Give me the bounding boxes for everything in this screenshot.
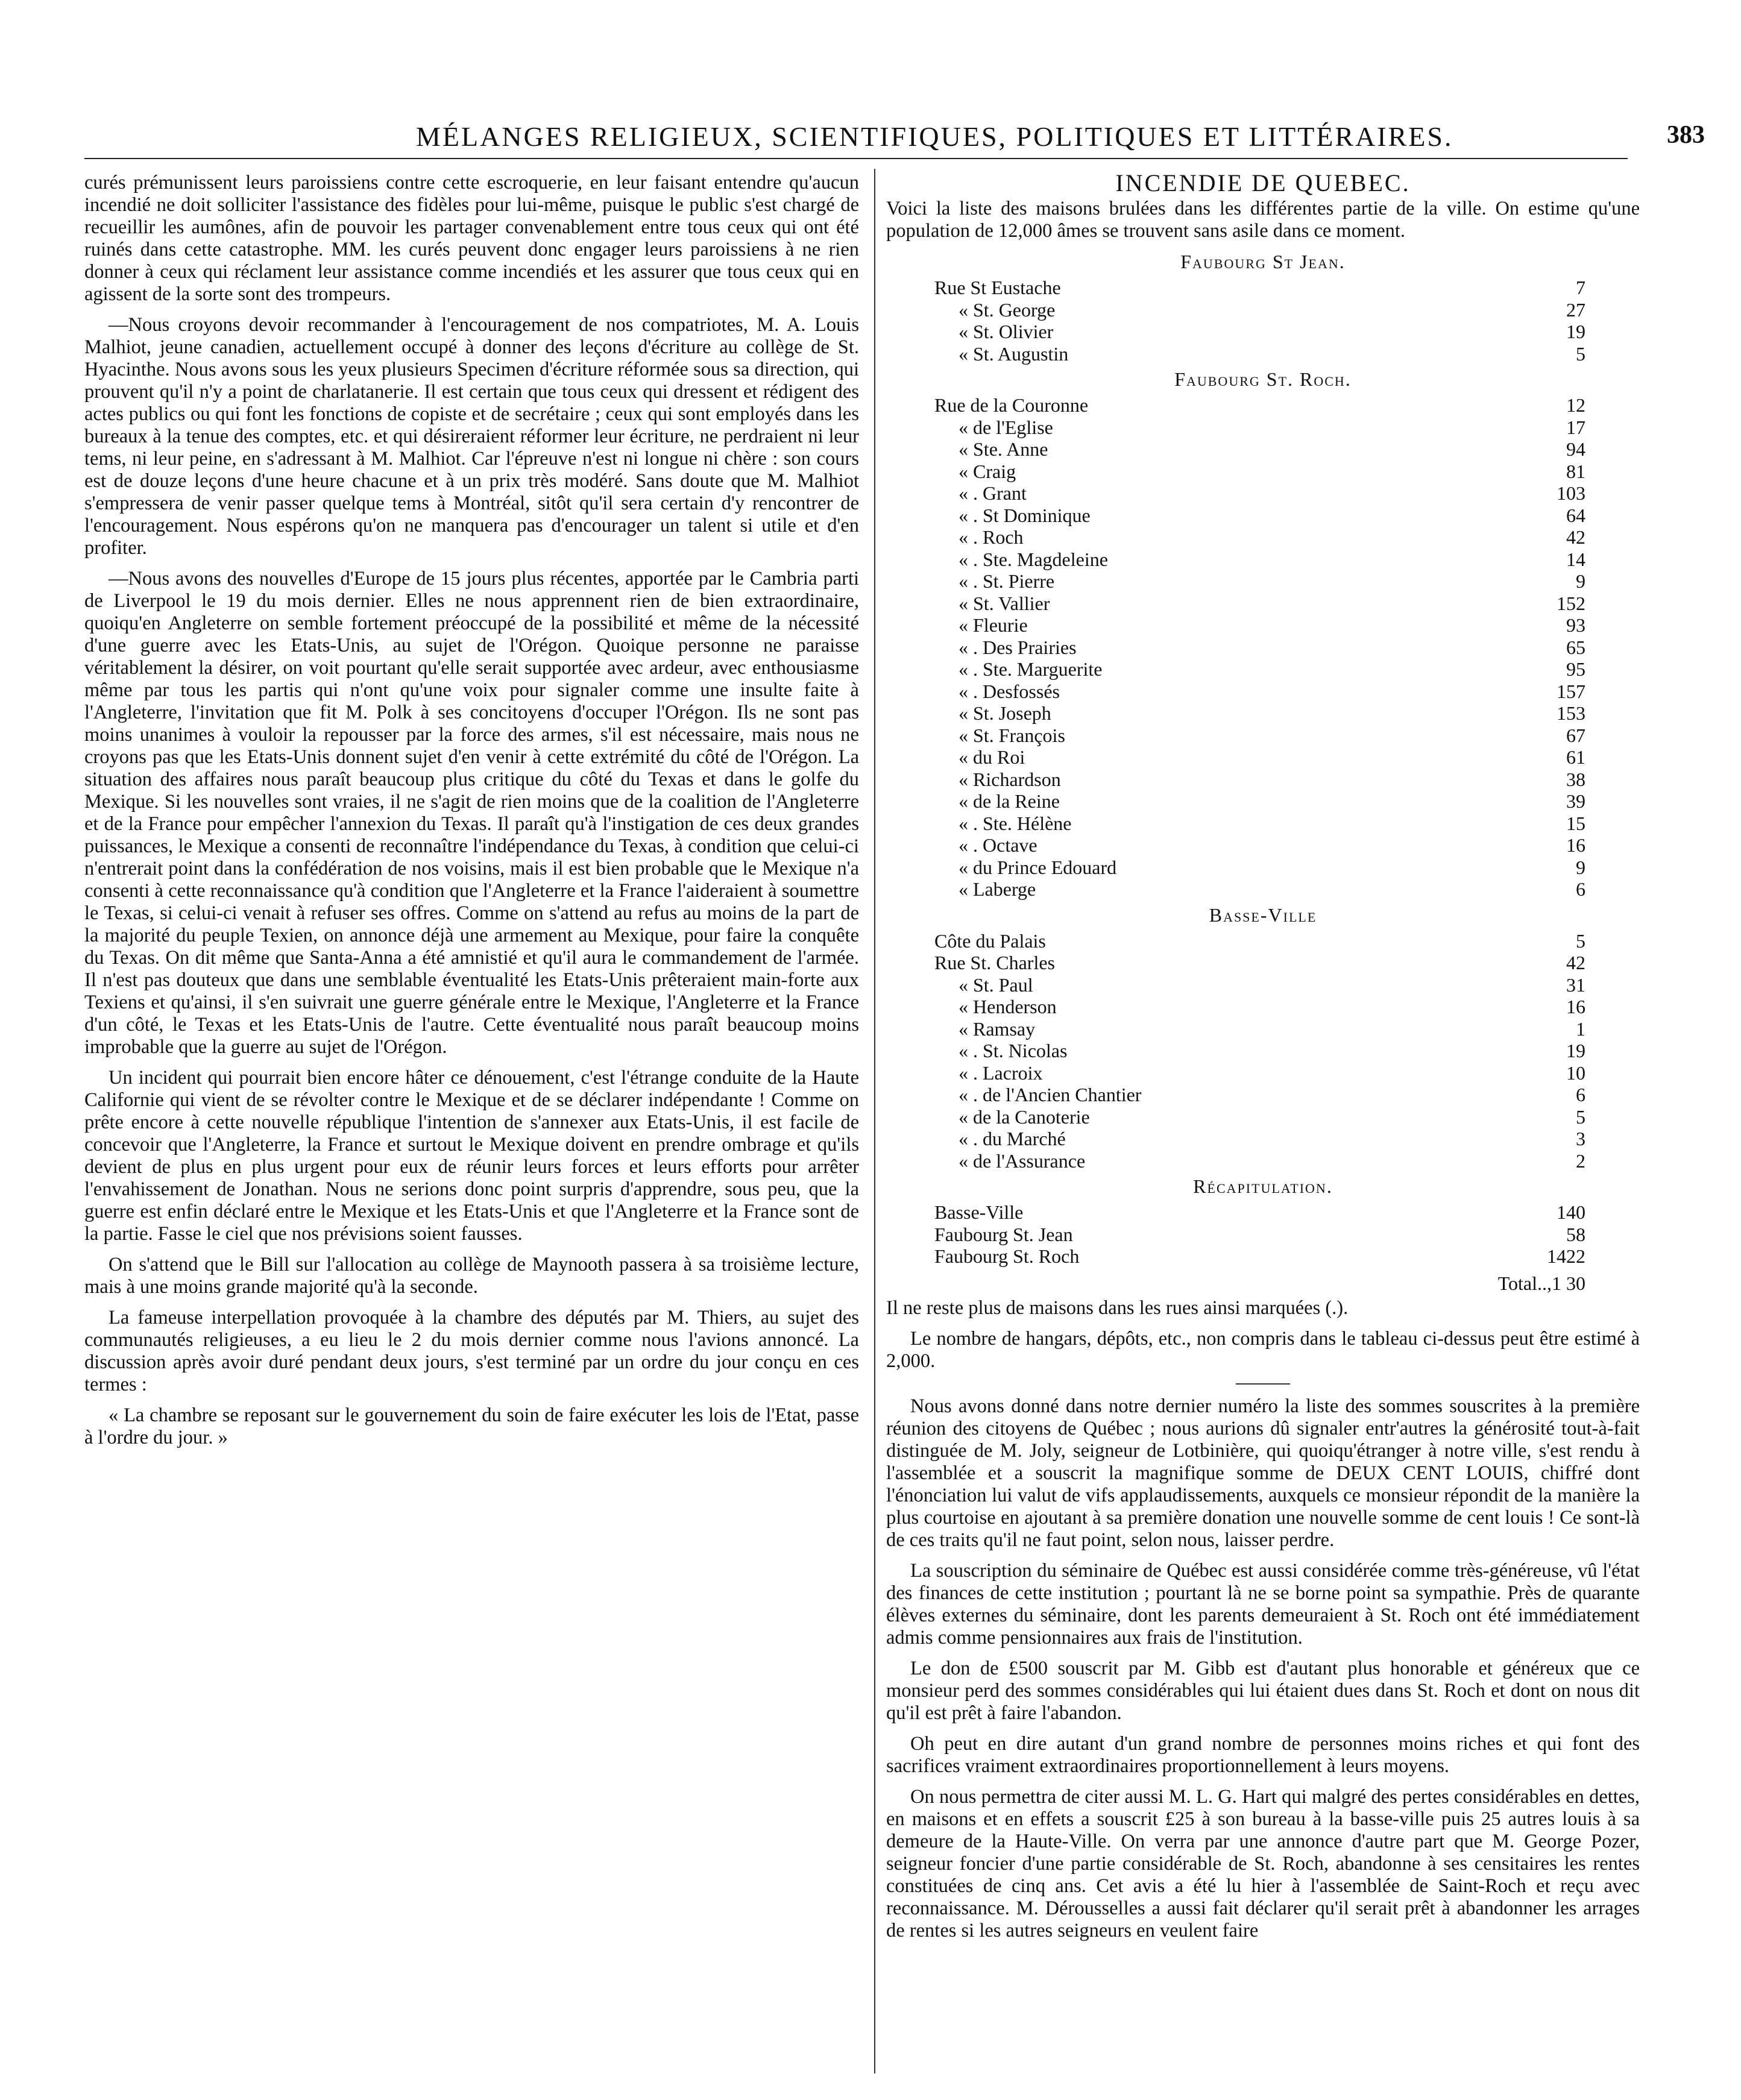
house-count: 65 — [1566, 636, 1585, 658]
house-count: 2 — [1576, 1149, 1585, 1172]
house-count: 15 — [1566, 812, 1585, 834]
table-st-roch — [886, 394, 1640, 901]
table-row — [886, 343, 1640, 365]
house-count: 3 — [1576, 1128, 1585, 1149]
house-count: 1 — [1576, 1017, 1585, 1040]
street-name: « St. Joseph — [959, 702, 1051, 724]
street-name: « Fleurie — [959, 614, 1028, 636]
house-count: 14 — [1566, 548, 1585, 570]
table-row — [886, 878, 1640, 901]
street-name: Côte du Palais — [934, 929, 1046, 952]
street-name: « Ste. Anne — [959, 438, 1048, 460]
street-name: Rue de la Couronne — [934, 394, 1089, 416]
street-name: Faubourg St. Roch — [934, 1245, 1080, 1267]
paragraph-interpellation: La fameuse interpellation provoquée à la chambre des députés par M. Thiers, au sujet des communautés religieuses, a eu lieu le 2 du mois dernier comme nous l'avions annoncé. La discussion après avoir duré pendant deux jours, s'est terminé par un ordre du jour conçu en ces termes : — [84, 1307, 859, 1395]
right-column — [886, 169, 1640, 1951]
column-divider — [874, 169, 875, 2073]
table-row — [886, 321, 1640, 343]
house-count: 42 — [1566, 526, 1585, 548]
table-heading-basse-ville: Basse-Ville — [1209, 904, 1317, 926]
table-row — [886, 857, 1640, 879]
table-row — [886, 1106, 1640, 1128]
paragraph-gibb: Le don de £500 souscrit par M. Gibb est d'autant plus honorable et généreux que ce monsieur perd des sommes considérables qui lui étaient dues dans St. Roch et dont on nous dit qu'il est prêt à faire l'abandon. — [886, 1657, 1640, 1724]
house-count: 10 — [1566, 1061, 1585, 1084]
house-count: 95 — [1566, 658, 1585, 680]
table-row — [886, 813, 1640, 835]
table-row — [886, 1018, 1640, 1040]
table-row — [886, 482, 1640, 505]
house-count: 58 — [1566, 1223, 1585, 1245]
street-name: « . Octave — [959, 834, 1037, 856]
house-count: 94 — [1566, 438, 1585, 460]
table-row — [886, 1224, 1640, 1246]
street-name: « . St. Pierre — [959, 570, 1055, 592]
street-name: « . Roch — [959, 526, 1024, 548]
table-row — [886, 1062, 1640, 1084]
table-row — [886, 570, 1640, 593]
table-row — [886, 593, 1640, 615]
table-row — [886, 746, 1640, 769]
table-row — [886, 1084, 1640, 1106]
street-name: « du Roi — [959, 746, 1025, 768]
street-name: Basse-Ville — [934, 1201, 1024, 1223]
running-title: MÉLANGES RELIGIEUX, SCIENTIFIQUES, POLITIQUES ET LITTÉRAIRES. — [416, 121, 1453, 152]
table-row — [886, 952, 1640, 974]
street-name: « . St Dominique — [959, 504, 1091, 526]
table-heading-recapitulation: Récapitulation. — [1193, 1175, 1333, 1197]
street-name: « Craig — [959, 460, 1016, 482]
street-name: « St. Olivier — [959, 321, 1054, 342]
street-name: « de la Reine — [959, 790, 1060, 812]
house-count: 12 — [1566, 394, 1585, 416]
note-marked-streets: Il ne reste plus de maisons dans les rues ainsi marquées (.). — [886, 1297, 1349, 1319]
street-name: « Laberge — [959, 878, 1036, 900]
street-name: « . de l'Ancien Chantier — [959, 1084, 1142, 1105]
table-row — [886, 461, 1640, 483]
street-name: « . Desfossés — [959, 680, 1060, 702]
note-hangars: Le nombre de hangars, dépôts, etc., non compris dans le tableau ci-dessus peut être estimé à 2,000. — [886, 1327, 1640, 1372]
table-row — [886, 505, 1640, 527]
house-count: 9 — [1576, 856, 1585, 878]
street-name: « St. Augustin — [959, 342, 1069, 365]
paragraph-cures: curés prémunissent leurs paroissiens contre cette escroquerie, en leur faisant entendre qu'aucun incendié ne doit solliciter l'assistance des fidèles pour lui-même, puisque le public s'est chargé de recueillir les aumônes, afin de pouvoir les partager convenablement entre tous ceux qui ont été ruinés dans cette catastrophe. MM. les curés peuvent donc engager leurs paroissiens à ne rien donner à ceux qui réclament leur assistance comme incendiés et les assurer que tous ceux qui en agissent de la sorte sont des trompeurs. — [84, 172, 859, 305]
street-name: « Ramsay — [959, 1017, 1036, 1040]
house-count: 7 — [1576, 277, 1585, 298]
table-row — [886, 549, 1640, 571]
street-name: « du Prince Edouard — [959, 856, 1117, 878]
house-count: 42 — [1566, 952, 1585, 973]
table-row — [886, 1245, 1640, 1268]
house-count: 153 — [1557, 702, 1585, 724]
house-count: 5 — [1576, 342, 1585, 365]
table-row — [886, 1040, 1640, 1062]
table-row — [886, 394, 1640, 417]
table-basse-ville — [886, 930, 1640, 1172]
table-heading-st-roch: Faubourg St. Roch. — [1174, 368, 1352, 390]
street-name: Faubourg St. Jean — [934, 1223, 1073, 1245]
paragraph-maynooth: On s'attend que le Bill sur l'allocation au collège de Maynooth passera à sa troisième lecture, mais à une moins grande majorité qu'à la seconde. — [84, 1254, 859, 1298]
street-name: « Richardson — [959, 768, 1061, 790]
street-name: « . Ste. Magdeleine — [959, 548, 1108, 570]
street-name: « Henderson — [959, 996, 1057, 1017]
street-name: « . Des Prairies — [959, 636, 1077, 658]
house-count: 64 — [1566, 504, 1585, 526]
house-count: 39 — [1566, 790, 1585, 812]
table-row — [886, 614, 1640, 637]
table-row — [886, 790, 1640, 813]
table-heading-st-jean: Faubourg St Jean. — [1180, 251, 1346, 272]
house-count: 103 — [1557, 482, 1585, 504]
header-rule — [84, 158, 1628, 159]
paragraph-quote: « La chambre se reposant sur le gouvernement du soin de faire exécuter les lois de l'Etat, passe à l'ordre du jour. » — [84, 1404, 859, 1448]
house-count: 17 — [1566, 416, 1585, 438]
street-name: « . Ste. Marguerite — [959, 658, 1103, 680]
table-row — [886, 658, 1640, 681]
paragraph-seminaire: La souscription du séminaire de Québec est aussi considérée comme très-généreuse, vû l'état des finances de cette institution ; pourtant là ne se borne point sa sympathie. Près de quarante élèves externes du séminaire, dont les parents demeuraient à St. Roch ont été immédiatement admis comme pensionnaires aux frais de l'institution. — [886, 1559, 1640, 1649]
house-count: 152 — [1557, 592, 1585, 614]
table-row — [886, 996, 1640, 1018]
paragraph-californie: Un incident qui pourrait bien encore hâter ce dénouement, c'est l'étrange conduite de la Haute Californie qui vient de se révolter contre le Mexique et de se déclarer indépendante ! Comme on prête encore à cette nouvelle république l'intention de s'annexer aux Etats-Unis, il est facile de concevoir que l'Angleterre, la France et surtout le Mexique doivent en prendre ombrage et qu'ils devient de plus en plus urgent pour eux de réunir leurs forces et leurs efforts pour arrêter l'envahissement de Jonathan. Nous ne serions donc point surpris d'apprendre, sous peu, que la guerre est enfin déclaré entre le Mexique et les Etats-Unis et que l'Angleterre et la France sont de la partie. Fasse le ciel que nos prévisions soient fausses. — [84, 1067, 859, 1245]
table-row — [886, 277, 1640, 299]
street-name: « de la Canoterie — [959, 1105, 1090, 1128]
house-count: 16 — [1566, 834, 1585, 856]
house-count: 9 — [1576, 570, 1585, 592]
house-count: 19 — [1566, 1040, 1585, 1061]
street-name: « . Ste. Hélène — [959, 812, 1072, 834]
house-count: 31 — [1566, 973, 1585, 996]
paragraph-europe-news: —Nous avons des nouvelles d'Europe de 15 jours plus récentes, apportée par le Cambria parti de Liverpool le 19 du mois dernier. Elles ne nous apprennent rien de bien extraordinaire, quoiqu'en Angleterre on semble fortement préoccupé de la possibilité et même de la nécessité d'une guerre avec les Etats-Unis, au sujet de l'Orégon. Quoique personne ne paraisse véritablement la désirer, on voit pourtant qu'elle serait supportée avec ardeur, avec enthousiasme même par tous les partis qui n'ont qu'une voix pour signaler comme une insulte faite à l'Angleterre, l'invitation que fit M. Polk à ses concitoyens d'occuper l'Orégon. Ils ne sont pas moins unanimes à vouloir la repousser par la force des armes, s'il est nécessaire, mais nous ne croyons pas que les Etats-Unis donnent sujet d'en venir à cette extrémité du côté de l'Orégon. La situation des affaires nous paraît beaucoup plus critique du côté du Texas et dans le golfe du Mexique. Si les nouvelles sont vraies, il ne s'agit de rien moins que de la coalition de l'Angleterre et de la France pour empêcher l'annexion du Texas. Il paraît qu'à l'instigation de ces deux grandes puissances, le Mexique a consenti de reconnaître l'indépendance du Texas, à condition que celui-ci n'entrerait point dans la confédération de nos voisins, mais il est bien probable que le Mexique n'a consenti à cette reconnaissance qu'à condition que l'Angleterre et la France l'aideraient à soumettre le Texas, si celui-ci venait à refuser ses offres. Comme on s'attend au refus au moins de la part de la majorité du peuple Texien, on annonce déjà une armement au Mexique, pour faire la conquête du Texas. On dit même que Santa-Anna a été amnistié et qu'il aura le commandement de l'armée. Il n'est pas douteux que dans une semblable éventualité les Etats-Unis prêteraient main-forte aux Texiens et qu'ainsi, il s'en suivrait une guerre générale entre le Mexique, l'Angleterre et la France d'un côté, le Texas et les Etats-Unis de l'autre. Cette éventualité nous paraît beaucoup moins improbable que la guerre au sujet de l'Orégon. — [84, 568, 859, 1058]
table-row — [886, 1128, 1640, 1150]
table-row — [886, 834, 1640, 857]
street-name: « . du Marché — [959, 1128, 1066, 1149]
house-count: 19 — [1566, 321, 1585, 342]
fire-intro: Voici la liste des maisons brulées dans les différentes partie de la ville. On estime qu'une population de 12,000 âmes se trouvent sans asile dans ce moment. — [886, 198, 1640, 242]
table-row — [886, 769, 1640, 791]
street-name: « St. Paul — [959, 973, 1033, 996]
paragraph-joly: Nous avons donné dans notre dernier numéro la liste des sommes souscrites à la première réunion des citoyens de Québec ; nous aurions dû signaler entr'autres la générosité tout-à-fait distinguée de M. Joly, seigneur de Lotbinière, qui quoiqu'étranger à notre ville, s'est rendu à l'assemblée et a souscrit la magnifique somme de DEUX CENT LOUIS, chiffré dont l'énonciation lui valut de vifs applaudissements, auxquels ce monsieur répondit de la manière la plus courtoise en ajoutant à sa première donation une nouvelle somme de cent louis ! Ce sont-là de ces traits qu'il ne faut point, selon nous, laisser perdre. — [886, 1395, 1640, 1551]
table-recapitulation — [886, 1201, 1640, 1268]
street-name: « de l'Assurance — [959, 1149, 1086, 1172]
house-count: 1422 — [1547, 1245, 1585, 1267]
left-column — [84, 172, 859, 1457]
table-row — [886, 725, 1640, 747]
table-row — [886, 637, 1640, 659]
page-number: 383 — [1667, 121, 1705, 149]
house-count: 67 — [1566, 724, 1585, 746]
street-name: « St. François — [959, 724, 1065, 746]
house-count: 38 — [1566, 768, 1585, 790]
table-row — [886, 1201, 1640, 1224]
street-name: « . St. Nicolas — [959, 1040, 1068, 1061]
house-count: 93 — [1566, 614, 1585, 636]
street-name: « St. George — [959, 298, 1056, 321]
house-count: 16 — [1566, 996, 1585, 1017]
house-count: 6 — [1576, 878, 1585, 900]
house-count: 6 — [1576, 1084, 1585, 1105]
table-row — [886, 438, 1640, 461]
house-count: 81 — [1566, 460, 1585, 482]
table-row — [886, 417, 1640, 439]
running-head — [0, 121, 1741, 157]
house-count: 5 — [1576, 929, 1585, 952]
table-row — [886, 702, 1640, 725]
street-name: « de l'Eglise — [959, 416, 1053, 438]
paragraph-malhiot: —Nous croyons devoir recommander à l'encouragement de nos compatriotes, M. A. Louis Malhiot, jeune canadien, actuellement occupé à donner des leçons d'écriture au collège de St. Hyacinthe. Nous avons sous les yeux plusieurs Specimen d'écriture réformée sous sa direction, qui prouvent qu'il n'y a point de charlatanerie. Il est certain que tous ceux qui dressent et rédigent des actes publics ou qui font les fonctions de copiste et de secrétaire ; ceux qui sont employés dans les bureaux à la tenue des comptes, etc. et qui désireraient réformer leur écriture, ne perdraient ni leur tems, ni leur peine, en s'adressant à M. Malhiot. Car l'épreuve n'est ni longue ni chère : son cours est de douze leçons d'une heure chacune et à un prix très modéré. Sans doute que M. Malhiot s'empressera de venir passer quelque tems à Montréal, sitôt qu'il sera certain d'y rencontrer de l'encouragement. Nous espérons qu'on ne manquera pas d'encourager un talent si utile et d'en profiter. — [84, 314, 859, 559]
house-count: 61 — [1566, 746, 1585, 768]
section-title: INCENDIE DE QUEBEC. — [1115, 169, 1411, 196]
table-row — [886, 974, 1640, 996]
paragraph-sacrifices: Oh peut en dire autant d'un grand nombre de personnes moins riches et qui font des sacrifices vraiment extraordinaires proportionnellement à leurs moyens. — [886, 1732, 1640, 1777]
short-divider — [1236, 1383, 1290, 1385]
street-name: « . Lacroix — [959, 1061, 1043, 1084]
table-row — [886, 681, 1640, 703]
table-st-jean — [886, 277, 1640, 365]
house-count: 27 — [1566, 298, 1585, 321]
house-count: 5 — [1576, 1105, 1585, 1128]
house-count: 140 — [1557, 1201, 1585, 1223]
table-row — [886, 1150, 1640, 1172]
street-name: « . Grant — [959, 482, 1027, 504]
total-line: Total..,1 30 — [1497, 1272, 1585, 1294]
house-count: 157 — [1557, 680, 1585, 702]
street-name: « St. Vallier — [959, 592, 1050, 614]
table-row — [886, 526, 1640, 549]
street-name: Rue St Eustache — [934, 277, 1061, 298]
table-row — [886, 299, 1640, 321]
street-name: Rue St. Charles — [934, 952, 1055, 973]
table-row — [886, 930, 1640, 952]
paragraph-hart: On nous permettra de citer aussi M. L. G. Hart qui malgré des pertes considérables en dettes, en maisons et en effets a souscrit £25 à son bureau à la basse-ville puis 25 autres louis à sa demeure de la Haute-Ville. On verra par une annonce d'autre part que M. George Pozer, seigneur foncier d'une partie considérable de St. Roch, abandonne à ses censitaires les rentes constituées de cinq ans. Cet avis a été lu hier à l'assemblée de Saint-Roch et reçu avec reconnaissance. M. Dérousselles a aussi fait déclarer qu'il serait prêt à abandonner les arrages de rentes si les autres seigneurs en veulent faire — [886, 1785, 1640, 1941]
